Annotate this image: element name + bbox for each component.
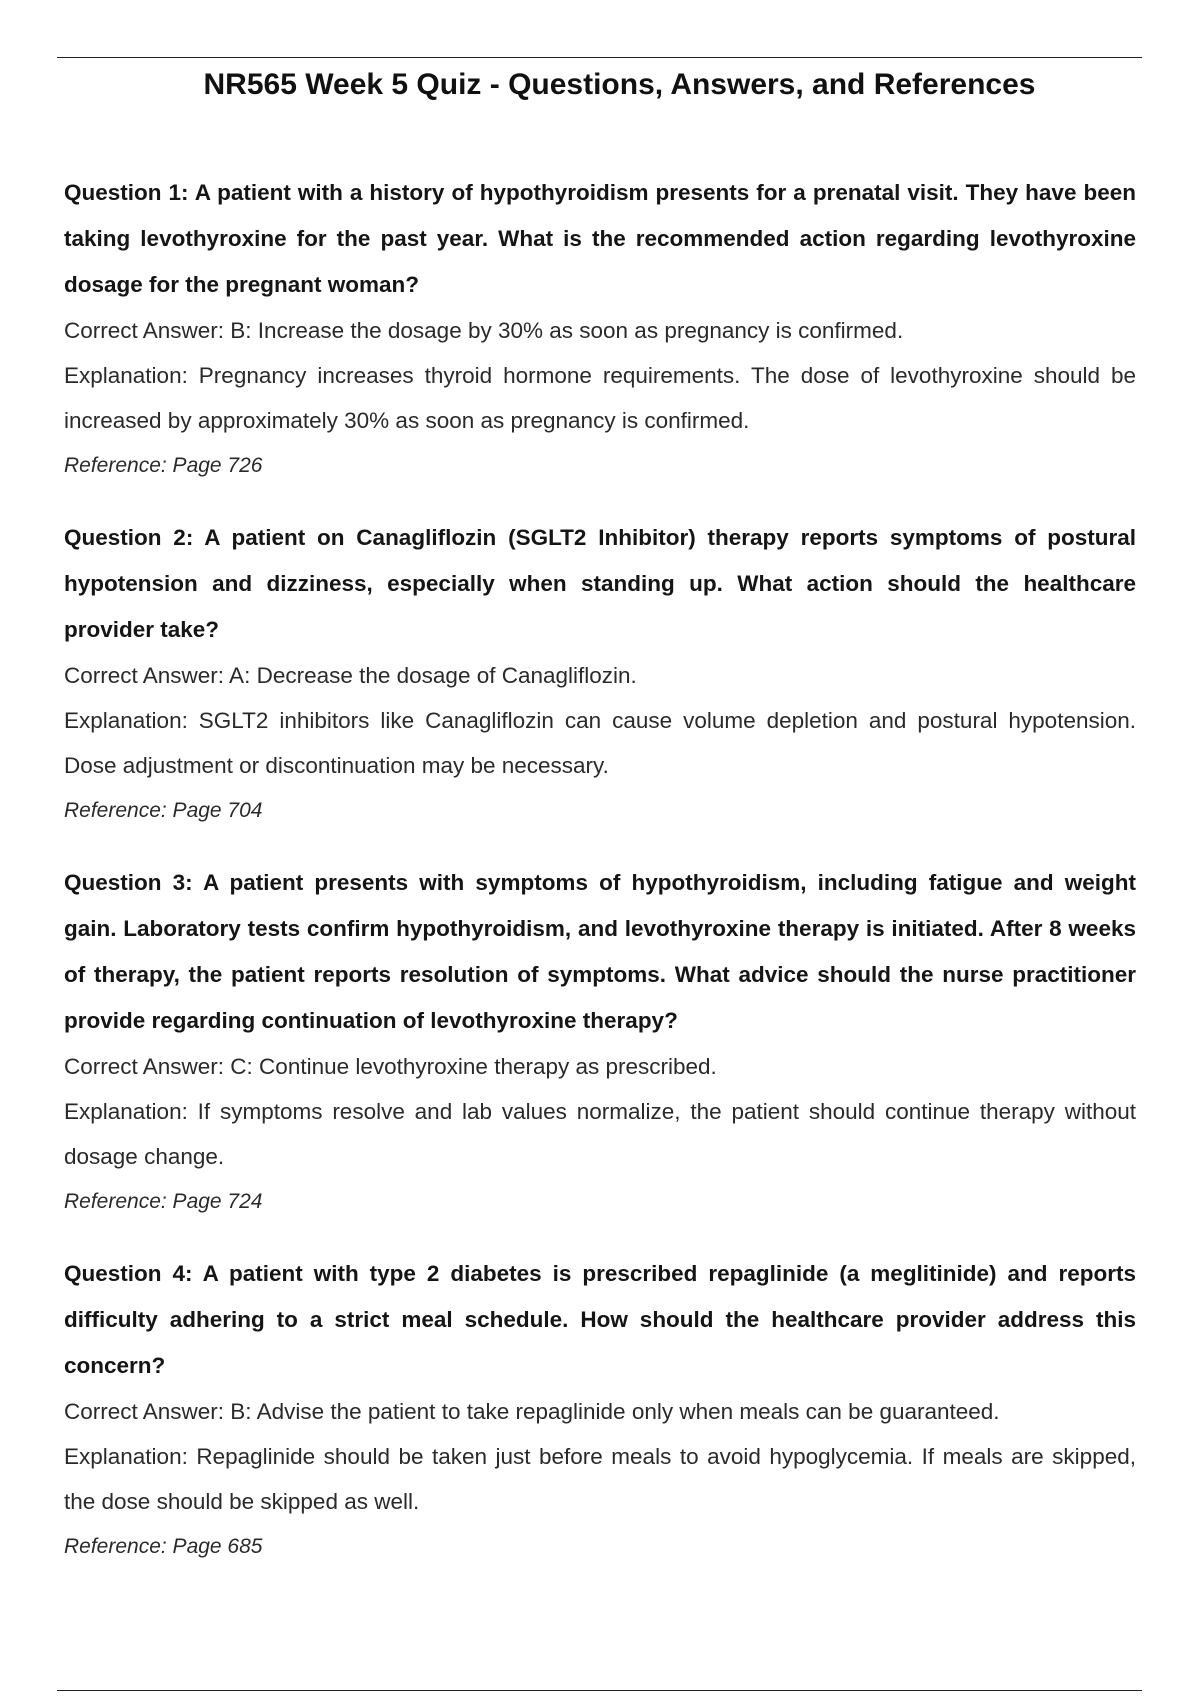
reference: Reference: Page 685 bbox=[64, 1535, 263, 1558]
question-block-1 bbox=[64, 170, 1136, 488]
question-block-3 bbox=[64, 860, 1136, 1224]
reference: Reference: Page 726 bbox=[64, 454, 263, 477]
question-text: Question 1: A patient with a history of hypothyroidism presents for a prenatal visit. They have been taking levothyroxine for the past year. What is the recommended action regarding levothyroxine dosage for the pregnant woman? bbox=[64, 180, 1136, 297]
reference: Reference: Page 724 bbox=[64, 1190, 263, 1213]
question-text: Question 2: A patient on Canagliflozin (SGLT2 Inhibitor) therapy reports symptoms of postural hypotension and dizziness, especially when standing up. What action should the healthcare provider take? bbox=[64, 525, 1136, 642]
document-title: NR565 Week 5 Quiz - Questions, Answers, and References bbox=[203, 68, 1036, 101]
correct-answer: Correct Answer: B: Advise the patient to take repaglinide only when meals can be guaranteed. bbox=[64, 1399, 1000, 1424]
correct-answer: Correct Answer: B: Increase the dosage by 30% as soon as pregnancy is confirmed. bbox=[64, 318, 904, 343]
question-text: Question 4: A patient with type 2 diabetes is prescribed repaglinide (a meglitinide) and reports difficulty adhering to a strict meal schedule. How should the healthcare provider address this concern? bbox=[64, 1261, 1136, 1378]
question-block-4 bbox=[64, 1251, 1136, 1569]
question-block-2 bbox=[64, 515, 1136, 833]
question-list bbox=[64, 170, 1136, 1569]
explanation: Explanation: Pregnancy increases thyroid hormone requirements. The dose of levothyroxine should be increased by approximately 30% as soon as pregnancy is confirmed. bbox=[64, 363, 1136, 433]
top-divider bbox=[57, 57, 1142, 58]
question-text: Question 3: A patient presents with symptoms of hypothyroidism, including fatigue and weight gain. Laboratory tests confirm hypothyroidism, and levothyroxine therapy is initiated. After 8 weeks of therapy, the patient reports resolution of symptoms. What advice should the nurse practitioner provide regarding continuation of levothyroxine therapy? bbox=[64, 870, 1136, 1033]
correct-answer: Correct Answer: C: Continue levothyroxine therapy as prescribed. bbox=[64, 1054, 717, 1079]
explanation: Explanation: Repaglinide should be taken just before meals to avoid hypoglycemia. If meals are skipped, the dose should be skipped as well. bbox=[64, 1444, 1136, 1514]
explanation: Explanation: If symptoms resolve and lab values normalize, the patient should continue therapy without dosage change. bbox=[64, 1099, 1136, 1169]
bottom-divider bbox=[57, 1690, 1142, 1691]
reference: Reference: Page 704 bbox=[64, 799, 263, 822]
correct-answer: Correct Answer: A: Decrease the dosage of Canagliflozin. bbox=[64, 663, 637, 688]
explanation: Explanation: SGLT2 inhibitors like Canagliflozin can cause volume depletion and postural hypotension. Dose adjustment or discontinuation may be necessary. bbox=[64, 708, 1136, 778]
